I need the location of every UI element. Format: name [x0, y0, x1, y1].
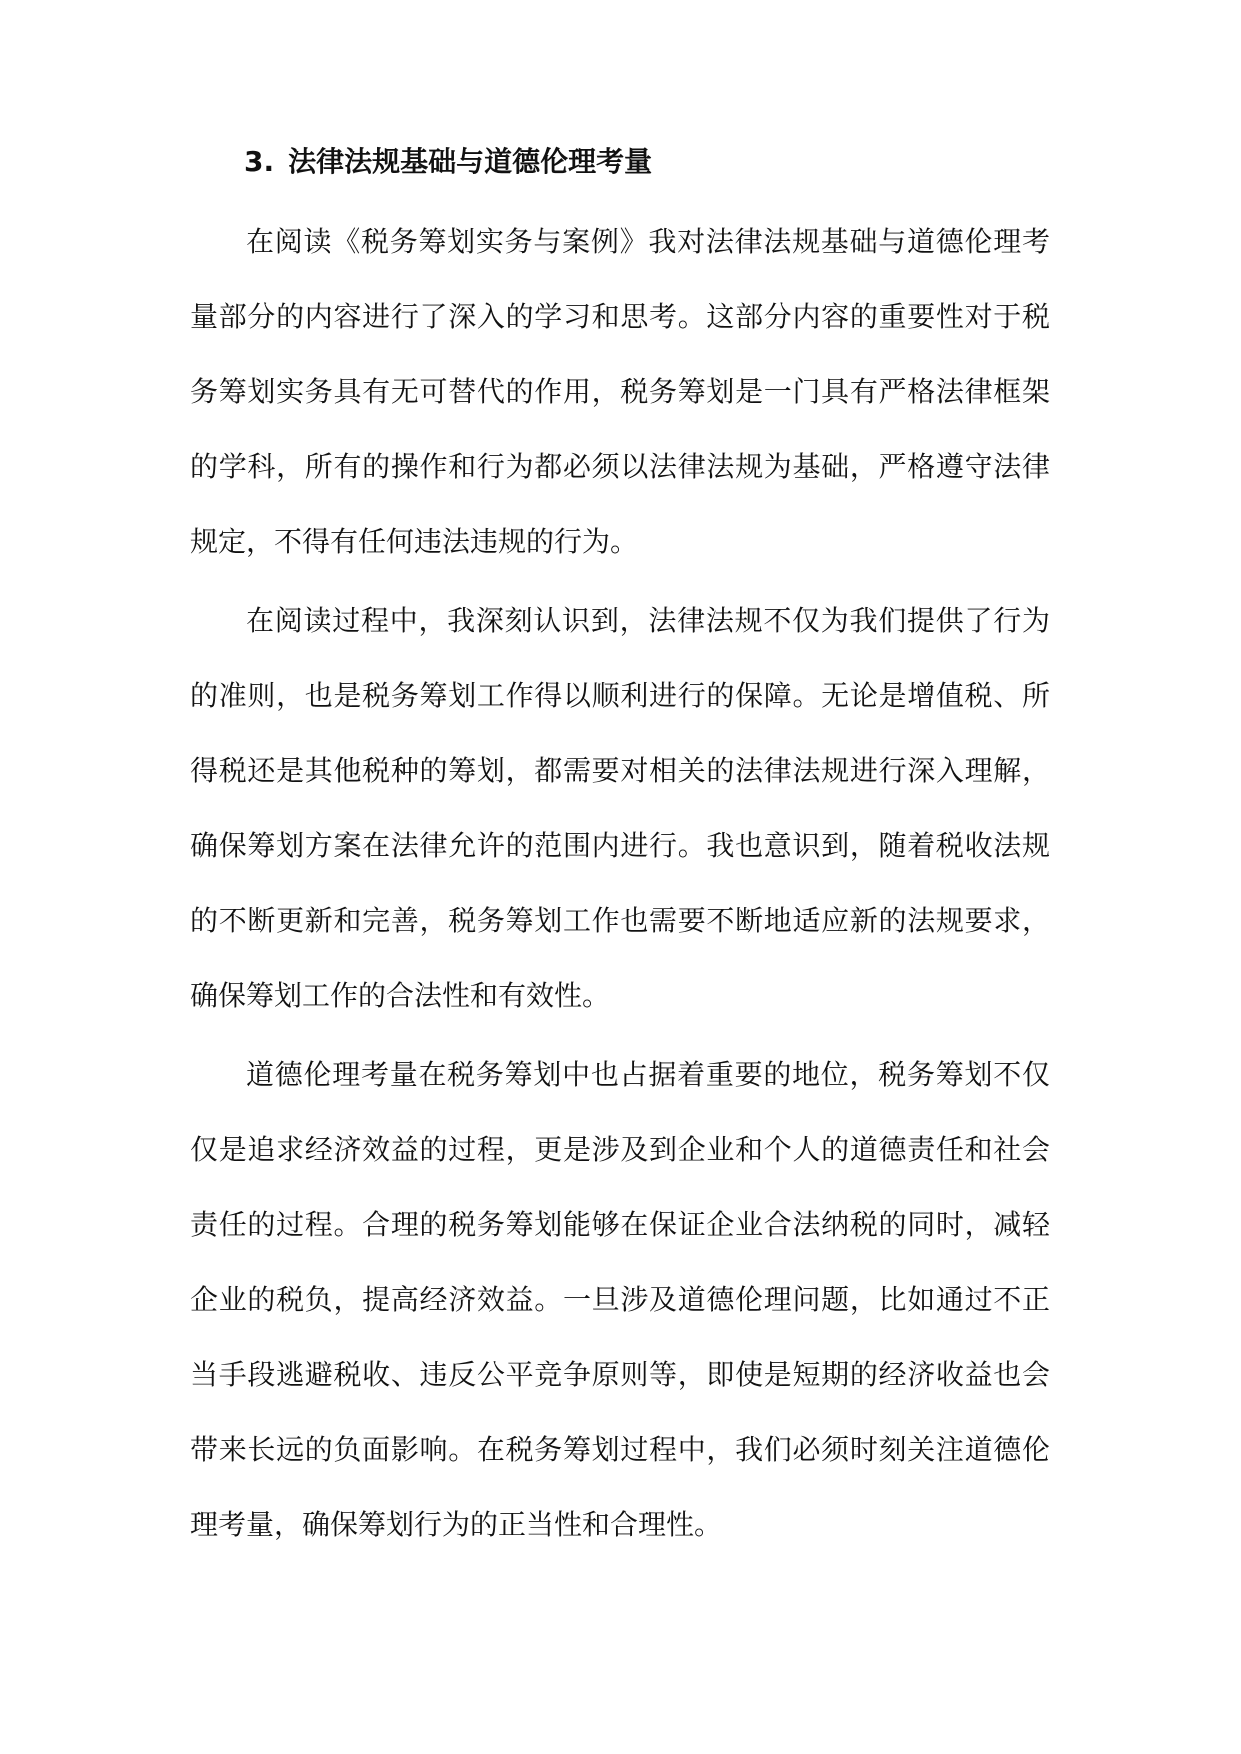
section-heading	[190, 142, 1050, 182]
paragraph-laws-and-regulations: 在阅读过程中，我深刻认识到，法律法规不仅为我们提供了行为的准则，也是税务筹划工作得以顺利进行的保障。无论是增值税、所得税还是其他税种的筹划，都需要对相关的法律法规进行深入理解，确保筹划方案在法律允许的范围内进行。我也意识到，随着税收法规的不断更新和完善，税务筹划工作也需要不断地适应新的法规要求，确保筹划工作的合法性和有效性。	[190, 604, 1050, 1012]
section-number: 3.	[244, 145, 275, 178]
document-body	[190, 142, 1050, 1562]
paragraph-legal-basis: 在阅读《税务筹划实务与案例》我对法律法规基础与道德伦理考量部分的内容进行了深入的学习和思考。这部分内容的重要性对于税务筹划实务具有无可替代的作用，税务筹划是一门具有严格法律框架的学科，所有的操作和行为都必须以法律法规为基础，严格遵守法律规定，不得有任何违法违规的行为。	[190, 225, 1050, 558]
paragraph-ethics: 道德伦理考量在税务筹划中也占据着重要的地位，税务筹划不仅仅是追求经济效益的过程，更是涉及到企业和个人的道德责任和社会责任的过程。合理的税务筹划能够在保证企业合法纳税的同时，减轻企业的税负，提高经济效益。一旦涉及道德伦理问题，比如通过不正当手段逃避税收、违反公平竞争原则等，即使是短期的经济收益也会带来长远的负面影响。在税务筹划过程中，我们必须时刻关注道德伦理考量，确保筹划行为的正当性和合理性。	[190, 1058, 1050, 1541]
section-title: 法律法规基础与道德伦理考量	[288, 145, 653, 178]
